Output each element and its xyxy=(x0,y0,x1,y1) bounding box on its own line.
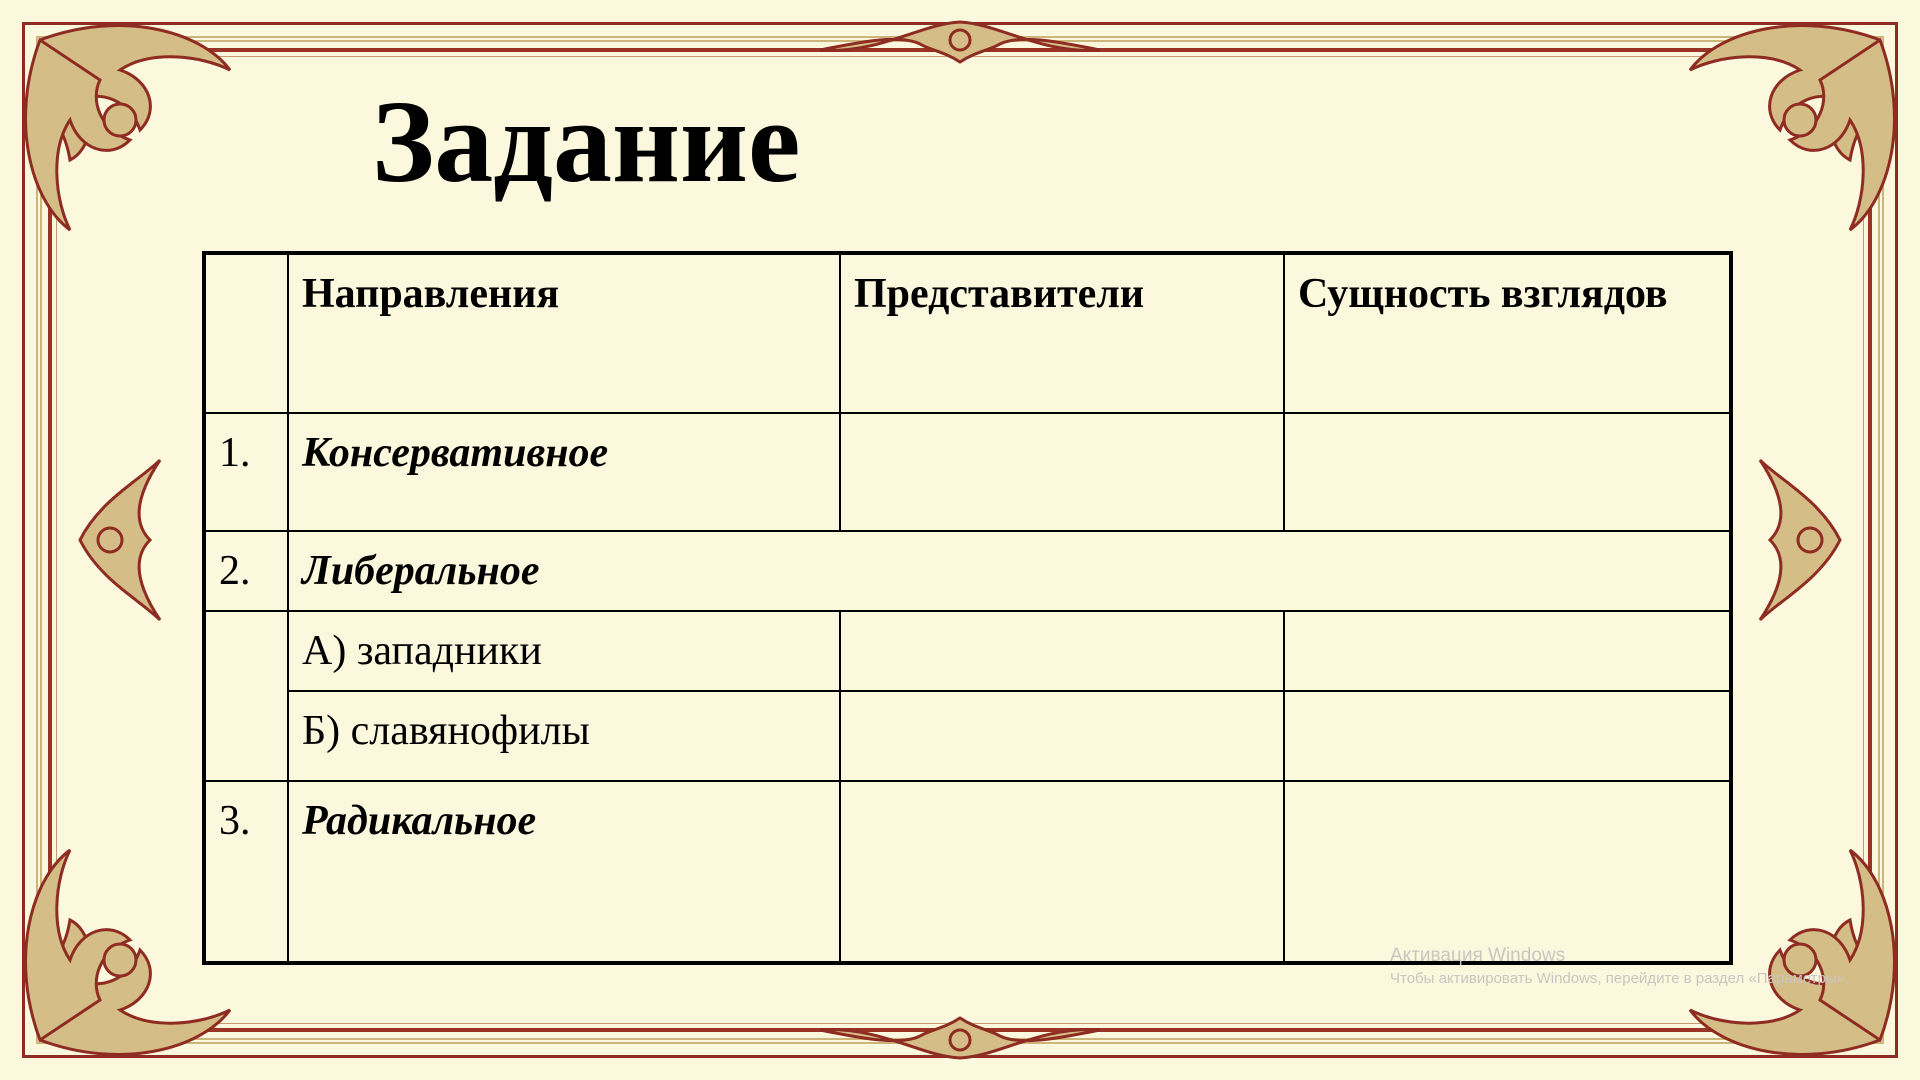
row-number: 1. xyxy=(204,413,288,531)
table-row-liberal xyxy=(204,531,1731,611)
slide-title: Задание xyxy=(372,76,801,207)
row-representatives-cell[interactable] xyxy=(840,781,1284,963)
table-row-radical xyxy=(204,781,1731,963)
header-cell-representatives: Представители xyxy=(840,253,1284,413)
header-cell-number xyxy=(204,253,288,413)
row-essence-cell[interactable] xyxy=(1284,413,1731,531)
ornament-bottom-center xyxy=(800,1006,1120,1066)
watermark-subtitle: Чтобы активировать Windows, перейдите в раздел «Параметры». xyxy=(1390,970,1850,987)
row-direction: Б) славянофилы xyxy=(288,691,840,781)
row-number: 2. xyxy=(204,531,288,611)
row-essence-cell[interactable] xyxy=(1284,691,1731,781)
table-row-westernizers xyxy=(204,611,1731,691)
ornament-left-center xyxy=(60,440,170,640)
ornament-top-center xyxy=(800,14,1120,74)
row-direction: А) западники xyxy=(288,611,840,691)
row-essence-cell[interactable] xyxy=(1284,611,1731,691)
row-representatives-cell[interactable] xyxy=(840,691,1284,781)
row-direction: Либеральное xyxy=(288,531,1731,611)
row-number-empty xyxy=(204,611,288,781)
header-cell-directions: Направления xyxy=(288,253,840,413)
windows-activation-watermark xyxy=(1390,944,1849,990)
task-table xyxy=(202,251,1733,965)
table-header-row xyxy=(204,253,1731,413)
row-representatives-cell[interactable] xyxy=(840,611,1284,691)
row-direction: Консервативное xyxy=(288,413,840,531)
watermark-title: Активация Windows xyxy=(1390,945,1566,966)
table-row-conservative xyxy=(204,413,1731,531)
row-number: 3. xyxy=(204,781,288,963)
header-cell-essence: Сущность взглядов xyxy=(1284,253,1731,413)
row-essence-cell[interactable] xyxy=(1284,781,1731,963)
row-direction: Радикальное xyxy=(288,781,840,963)
row-representatives-cell[interactable] xyxy=(840,413,1284,531)
ornament-right-center xyxy=(1750,440,1860,640)
ornament-top-right xyxy=(1660,0,1920,260)
ornament-top-left xyxy=(0,0,260,260)
table-row-slavophiles xyxy=(204,691,1731,781)
